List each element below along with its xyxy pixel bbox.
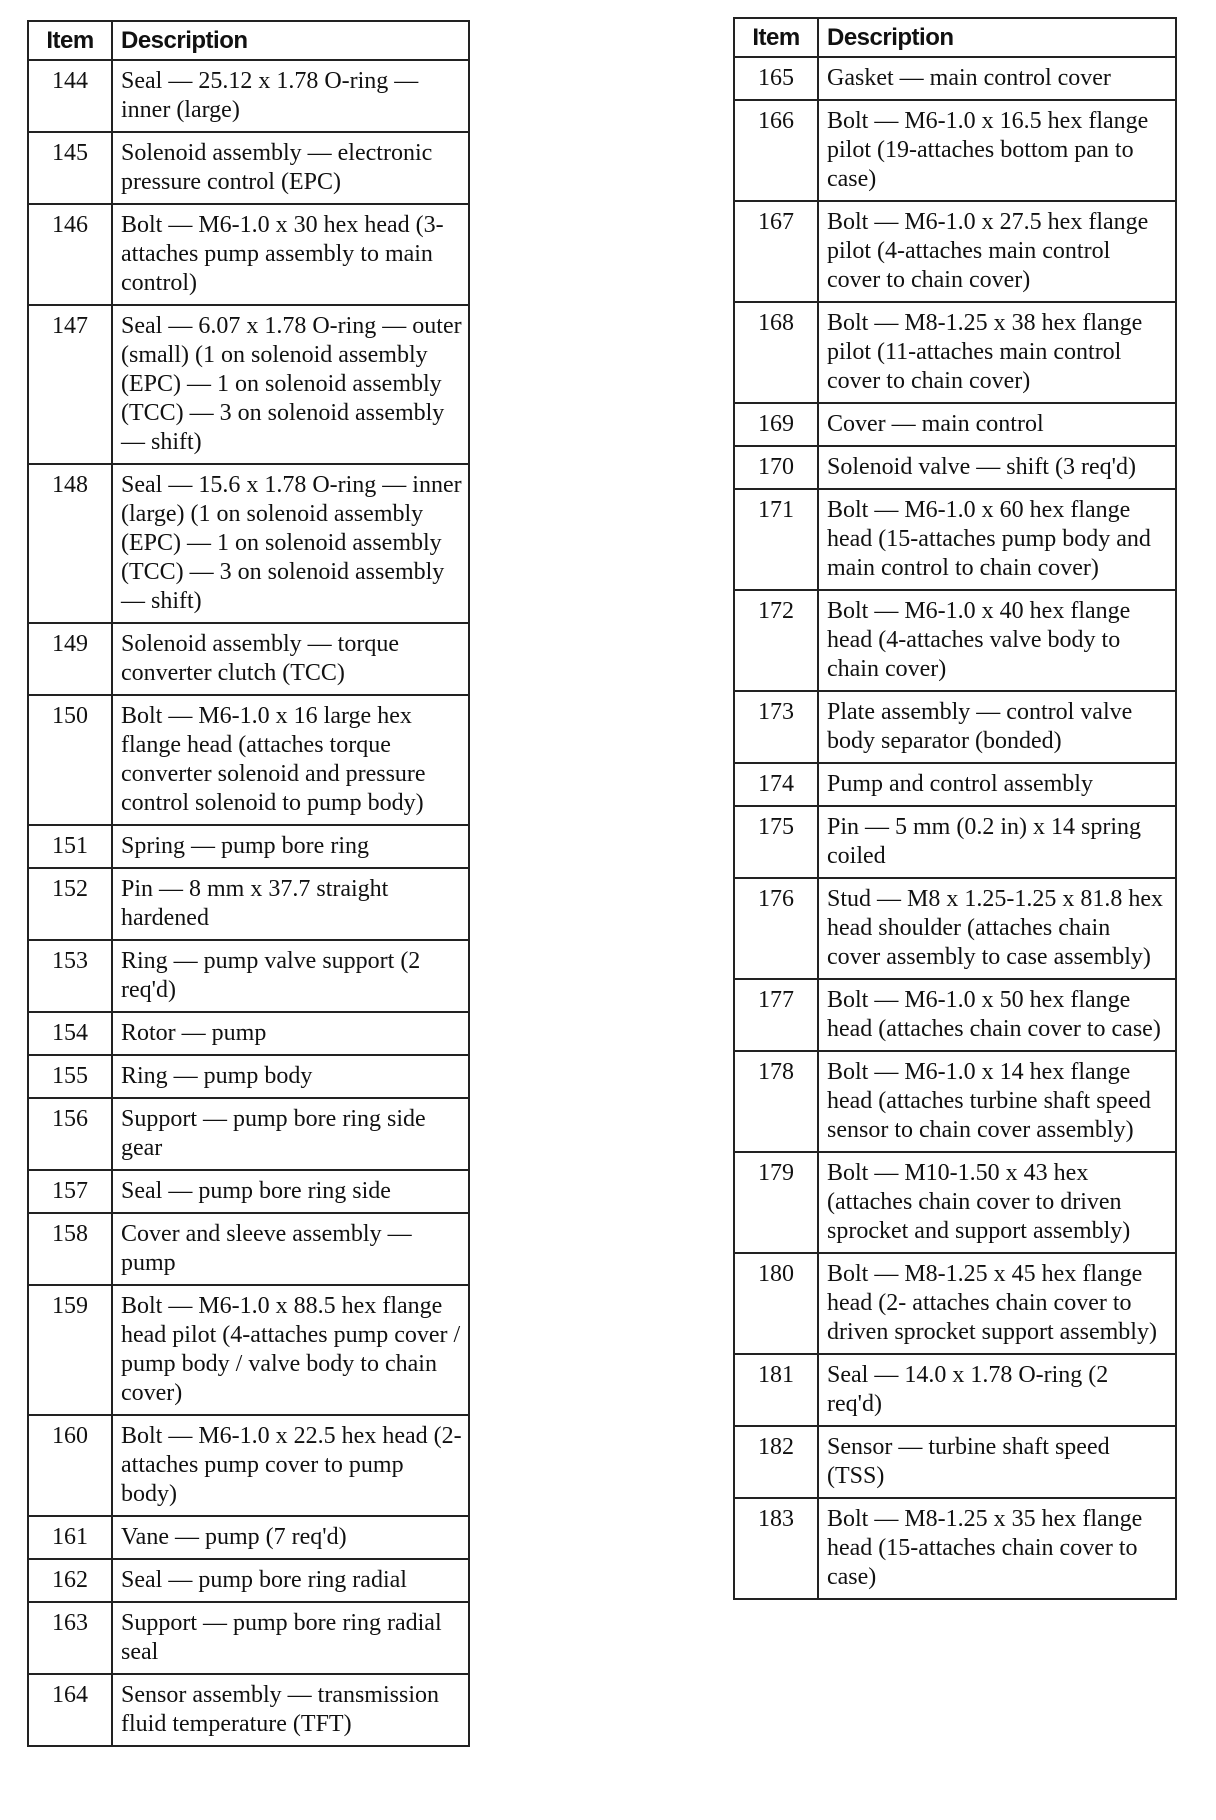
item-description: Seal — 15.6 x 1.78 O-ring — inner (large) (1 on solenoid assembly (EPC) — 1 on solenoid assembly (TCC) — 3 on solenoid assembly — shift) (112, 464, 469, 623)
table-row (28, 1602, 469, 1674)
table-row (28, 132, 469, 204)
item-description: Gasket — main control cover (818, 57, 1176, 100)
item-description: Sensor assembly — transmission fluid temperature (TFT) (112, 1674, 469, 1746)
table-row (28, 940, 469, 1012)
table-row (28, 1170, 469, 1213)
item-description: Solenoid assembly — electronic pressure control (EPC) (112, 132, 469, 204)
item-description: Seal — 14.0 x 1.78 O-ring (2 req'd) (818, 1354, 1176, 1426)
item-number: 175 (734, 806, 818, 878)
item-number: 161 (28, 1516, 112, 1559)
table-row (734, 763, 1176, 806)
item-number: 157 (28, 1170, 112, 1213)
table-row (28, 825, 469, 868)
item-header: Item (28, 21, 112, 60)
table-row (28, 60, 469, 132)
table-row (734, 489, 1176, 590)
item-number: 144 (28, 60, 112, 132)
item-description: Bolt — M8-1.25 x 45 hex flange head (2- attaches chain cover to driven sprocket support assembly) (818, 1253, 1176, 1354)
item-number: 162 (28, 1559, 112, 1602)
table-row (734, 806, 1176, 878)
table-row (734, 1253, 1176, 1354)
item-number: 183 (734, 1498, 818, 1599)
item-header: Item (734, 18, 818, 57)
item-number: 146 (28, 204, 112, 305)
item-number: 145 (28, 132, 112, 204)
item-description: Sensor — turbine shaft speed (TSS) (818, 1426, 1176, 1498)
table-row (28, 868, 469, 940)
table-row (734, 100, 1176, 201)
item-number: 159 (28, 1285, 112, 1415)
item-description: Support — pump bore ring side gear (112, 1098, 469, 1170)
item-number: 153 (28, 940, 112, 1012)
table-row (734, 1354, 1176, 1426)
item-number: 148 (28, 464, 112, 623)
item-number: 158 (28, 1213, 112, 1285)
table-row (734, 691, 1176, 763)
table-row (28, 305, 469, 464)
item-description: Bolt — M8-1.25 x 38 hex flange pilot (11-attaches main control cover to chain cover) (818, 302, 1176, 403)
item-description: Cover and sleeve assembly — pump (112, 1213, 469, 1285)
item-description: Solenoid valve — shift (3 req'd) (818, 446, 1176, 489)
table-row (734, 1152, 1176, 1253)
item-description: Support — pump bore ring radial seal (112, 1602, 469, 1674)
item-description: Seal — 25.12 x 1.78 O-ring — inner (large) (112, 60, 469, 132)
item-number: 165 (734, 57, 818, 100)
item-number: 166 (734, 100, 818, 201)
table-row (734, 878, 1176, 979)
table-row (734, 1426, 1176, 1498)
table-row (734, 1498, 1176, 1599)
table-row (28, 204, 469, 305)
table-row (734, 403, 1176, 446)
table-row (28, 464, 469, 623)
item-description: Pin — 8 mm x 37.7 straight hardened (112, 868, 469, 940)
item-description: Bolt — M6-1.0 x 16 large hex flange head (attaches torque converter solenoid and pressure control solenoid to pump body) (112, 695, 469, 825)
item-number: 180 (734, 1253, 818, 1354)
item-number: 168 (734, 302, 818, 403)
item-description: Solenoid assembly — torque converter clutch (TCC) (112, 623, 469, 695)
table-row (734, 57, 1176, 100)
item-number: 172 (734, 590, 818, 691)
item-number: 149 (28, 623, 112, 695)
item-description: Cover — main control (818, 403, 1176, 446)
item-number: 178 (734, 1051, 818, 1152)
item-number: 150 (28, 695, 112, 825)
item-description: Rotor — pump (112, 1012, 469, 1055)
item-description: Bolt — M6-1.0 x 30 hex head (3-attaches pump assembly to main control) (112, 204, 469, 305)
table-row (28, 1098, 469, 1170)
parts-table-left (27, 20, 470, 1747)
item-description: Seal — pump bore ring radial (112, 1559, 469, 1602)
item-description: Bolt — M6-1.0 x 16.5 hex flange pilot (19-attaches bottom pan to case) (818, 100, 1176, 201)
header-row (28, 21, 469, 60)
item-number: 181 (734, 1354, 818, 1426)
item-number: 182 (734, 1426, 818, 1498)
item-description: Bolt — M6-1.0 x 22.5 hex head (2-attaches pump cover to pump body) (112, 1415, 469, 1516)
item-number: 169 (734, 403, 818, 446)
item-number: 173 (734, 691, 818, 763)
table-row (734, 590, 1176, 691)
item-description: Bolt — M6-1.0 x 27.5 hex flange pilot (4-attaches main control cover to chain cover) (818, 201, 1176, 302)
table-row (28, 1674, 469, 1746)
parts-table-right (733, 17, 1177, 1600)
item-description: Seal — pump bore ring side (112, 1170, 469, 1213)
item-number: 147 (28, 305, 112, 464)
item-description: Bolt — M10-1.50 x 43 hex (attaches chain cover to driven sprocket and support assembly) (818, 1152, 1176, 1253)
item-number: 155 (28, 1055, 112, 1098)
table-row (28, 1012, 469, 1055)
item-number: 171 (734, 489, 818, 590)
header-row (734, 18, 1176, 57)
item-number: 164 (28, 1674, 112, 1746)
item-description: Vane — pump (7 req'd) (112, 1516, 469, 1559)
table-row (28, 1415, 469, 1516)
table-row (734, 302, 1176, 403)
table-row (28, 1285, 469, 1415)
item-description: Bolt — M6-1.0 x 40 hex flange head (4-attaches valve body to chain cover) (818, 590, 1176, 691)
item-description: Ring — pump valve support (2 req'd) (112, 940, 469, 1012)
item-number: 154 (28, 1012, 112, 1055)
item-description: Ring — pump body (112, 1055, 469, 1098)
item-number: 167 (734, 201, 818, 302)
item-number: 163 (28, 1602, 112, 1674)
description-header: Description (818, 18, 1176, 57)
table-row (28, 1213, 469, 1285)
description-header: Description (112, 21, 469, 60)
item-number: 176 (734, 878, 818, 979)
table-row (28, 1516, 469, 1559)
item-description: Bolt — M6-1.0 x 14 hex flange head (attaches turbine shaft speed sensor to chain cover assembly) (818, 1051, 1176, 1152)
item-description: Seal — 6.07 x 1.78 O-ring — outer (small) (1 on solenoid assembly (EPC) — 1 on solenoid assembly (TCC) — 3 on solenoid assembly — shift) (112, 305, 469, 464)
table-row (28, 695, 469, 825)
table-row (28, 1055, 469, 1098)
item-number: 152 (28, 868, 112, 940)
table-row (734, 446, 1176, 489)
item-number: 174 (734, 763, 818, 806)
table-row (734, 201, 1176, 302)
item-description: Pump and control assembly (818, 763, 1176, 806)
item-description: Bolt — M6-1.0 x 60 hex flange head (15-attaches pump body and main control to chain cover) (818, 489, 1176, 590)
item-description: Pin — 5 mm (0.2 in) x 14 spring coiled (818, 806, 1176, 878)
table-row (734, 979, 1176, 1051)
item-number: 170 (734, 446, 818, 489)
table-row (28, 623, 469, 695)
table-row (734, 1051, 1176, 1152)
item-description: Bolt — M6-1.0 x 88.5 hex flange head pilot (4-attaches pump cover / pump body / valve body to chain cover) (112, 1285, 469, 1415)
item-number: 177 (734, 979, 818, 1051)
item-description: Stud — M8 x 1.25-1.25 x 81.8 hex head shoulder (attaches chain cover assembly to case assembly) (818, 878, 1176, 979)
item-number: 156 (28, 1098, 112, 1170)
item-description: Bolt — M6-1.0 x 50 hex flange head (attaches chain cover to case) (818, 979, 1176, 1051)
item-number: 160 (28, 1415, 112, 1516)
table-row (28, 1559, 469, 1602)
item-description: Spring — pump bore ring (112, 825, 469, 868)
item-description: Plate assembly — control valve body separator (bonded) (818, 691, 1176, 763)
item-number: 151 (28, 825, 112, 868)
item-number: 179 (734, 1152, 818, 1253)
item-description: Bolt — M8-1.25 x 35 hex flange head (15-attaches chain cover to case) (818, 1498, 1176, 1599)
